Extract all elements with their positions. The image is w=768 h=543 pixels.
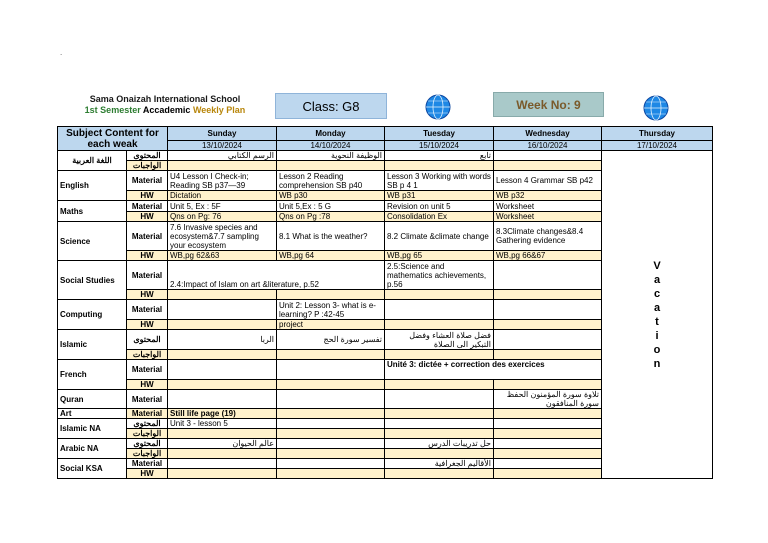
subject-art: Art [58,409,127,419]
row-label: الواجبات [127,449,168,459]
cell [494,449,602,459]
row-label: HW [127,290,168,300]
cell [277,419,385,429]
row-label: المحتوى [127,419,168,429]
row-label: الواجبات [127,161,168,171]
row-label: HW [127,469,168,479]
cell [277,350,385,360]
row-label: HW [127,320,168,330]
cell [168,380,277,390]
cell [385,429,494,439]
row-label: الواجبات [127,429,168,439]
subject-maths: Maths [58,201,127,222]
subject-french: French [58,360,127,390]
cell [494,161,602,171]
cell [494,459,602,469]
cell [277,439,385,449]
cell [385,290,494,300]
cell [494,409,602,419]
school-name: Sama Onaizah International School [89,94,241,104]
cell [385,469,494,479]
row-label: Material [127,459,168,469]
day-tuesday: Tuesday [385,127,494,141]
cell: الربا [168,330,277,350]
cell [385,320,494,330]
cell: Worksheet [494,212,602,222]
cell: Unit 5,Ex : 5 G [277,201,385,212]
cell: Lesson 2 Reading comprehension SB p40 [277,171,385,191]
cell [494,261,602,290]
date-wednesday: 16/10/2024 [494,141,602,151]
vacation-text: V a c a t i o n [653,259,661,370]
cell [277,390,385,409]
subject-computing: Computing [58,300,127,330]
subject-quran: Quran [58,390,127,409]
row-label: HW [127,191,168,201]
cell: 2.5:Science and mathematics achievements, p.56 [385,261,494,290]
cell [494,439,602,449]
cell: project [277,320,385,330]
cell [277,449,385,459]
subject-science: Science [58,222,127,261]
cell: تفسير سورة الحج [277,330,385,350]
cell: Unit 2: Lesson 3- what is e-learning? P :42-45 [277,300,385,320]
cell [385,419,494,429]
subject-english: English [58,171,127,201]
cell: Qns on Pg :78 [277,212,385,222]
cell: Still life page (19) [168,409,277,419]
cell: الرسم الكتابي [168,151,277,161]
subject-social-studies: Social Studies [58,261,127,300]
cell [277,469,385,479]
cell: Qns on Pg: 76 [168,212,277,222]
cell: Dictation [168,191,277,201]
cell [277,360,385,380]
cell [168,459,277,469]
cell [168,449,277,459]
cell: عالم الحيوان [168,439,277,449]
row-label: Material [127,171,168,191]
cell [494,469,602,479]
date-monday: 14/10/2024 [277,141,385,151]
corner-mark: . [60,48,63,57]
cell: WB,pg 65 [385,251,494,261]
cell [494,350,602,360]
cell [277,459,385,469]
row-label: المحتوى [127,151,168,161]
cell [168,300,277,320]
cell [277,380,385,390]
day-wednesday: Wednesday [494,127,602,141]
cell [494,330,602,350]
cell [277,161,385,171]
subject-social-ksa: Social KSA [58,459,127,479]
row-label: Material [127,300,168,320]
cell: Consolidation Ex [385,212,494,222]
cell: U4 Lesson I Check-in; Reading SB p37—39 [168,171,277,191]
cell: Worksheet [494,201,602,212]
plan-title: 1st Semester Accademic Weekly Plan [84,105,246,115]
subject-arabic-na: Arabic NA [58,439,127,459]
day-monday: Monday [277,127,385,141]
cell [385,300,494,320]
cell [168,320,277,330]
day-sunday: Sunday [168,127,277,141]
row-label: Material [127,222,168,251]
cell: Unit 3 - lesson 5 [168,419,277,429]
cell: WB,pg 66&67 [494,251,602,261]
cell [385,161,494,171]
cell [385,390,494,409]
cell: WB,pg 64 [277,251,385,261]
cell [494,300,602,320]
cell: Lesson 4 Grammar SB p42 [494,171,602,191]
cell: الوظيفة النحوية [277,151,385,161]
cell [168,390,277,409]
cell: 2.4:Impact of Islam on art &literature, p.52 [168,261,385,290]
cell [385,449,494,459]
subject-islamic: Islamic [58,330,127,360]
cell [494,429,602,439]
cell [494,380,602,390]
subject-header: Subject Content for each weak [58,127,168,151]
cell: 8.2 Climate &climate change [385,222,494,251]
row-label: المحتوى [127,439,168,449]
cell: 7.6 Invasive species and ecosystem&7.7 sampling your ecosystem [168,222,277,251]
thursday-vacation [602,151,713,479]
cell [494,290,602,300]
cell [385,409,494,419]
cell: حل تدريبات الدرس [385,439,494,449]
date-thursday: 17/10/2024 [602,141,713,151]
cell: تابع [385,151,494,161]
week-label: Week No: 9 [493,92,604,117]
cell: WB p30 [277,191,385,201]
cell [168,161,277,171]
row-label: Material [127,390,168,409]
cell: فضل صلاة العشاء وفضل التبكير الى الصلاة [385,330,494,350]
cell [494,320,602,330]
row-label: HW [127,380,168,390]
cell: Revision on unit 5 [385,201,494,212]
subject-arabic: اللغة العربية [58,151,127,171]
subject-islamic-na: Islamic NA [58,419,127,439]
day-thursday: Thursday [602,127,713,141]
cell [385,380,494,390]
globe-logo-icon [643,95,669,121]
cell: WB p32 [494,191,602,201]
row-label: HW [127,212,168,222]
cell [168,290,277,300]
cell [385,350,494,360]
date-tuesday: 15/10/2024 [385,141,494,151]
cell [494,419,602,429]
row-label: Material [127,360,168,380]
row-label: Material [127,201,168,212]
cell [277,290,385,300]
cell: Unit 5, Ex : 5F [168,201,277,212]
cell [168,469,277,479]
cell: WB p31 [385,191,494,201]
row-label: Material [127,261,168,290]
cell [277,409,385,419]
cell: Lesson 3 Working with words SB p 4 1 [385,171,494,191]
cell [494,151,602,161]
cell: WB,pg 62&63 [168,251,277,261]
school-title-block [62,94,268,116]
cell [168,350,277,360]
globe-logo-icon [425,94,451,120]
cell: 8.3Climate changes&8.4 Gathering evidence [494,222,602,251]
cell [277,429,385,439]
row-label: الواجبات [127,350,168,360]
cell [168,360,277,380]
date-sunday: 13/10/2024 [168,141,277,151]
cell: Unité 3: dictée + correction des exercices [385,360,602,380]
cell [168,429,277,439]
cell: 8.1 What is the weather? [277,222,385,251]
row-label: المحتوى [127,330,168,350]
cell: تلاوة سورة المؤمنون الحفظ سورة المنافقون [494,390,602,409]
cell: الأقاليم الجغرافية [385,459,494,469]
row-label: HW [127,251,168,261]
class-label: Class: G8 [275,93,387,119]
weekly-plan-table [57,126,713,479]
row-label: Material [127,409,168,419]
